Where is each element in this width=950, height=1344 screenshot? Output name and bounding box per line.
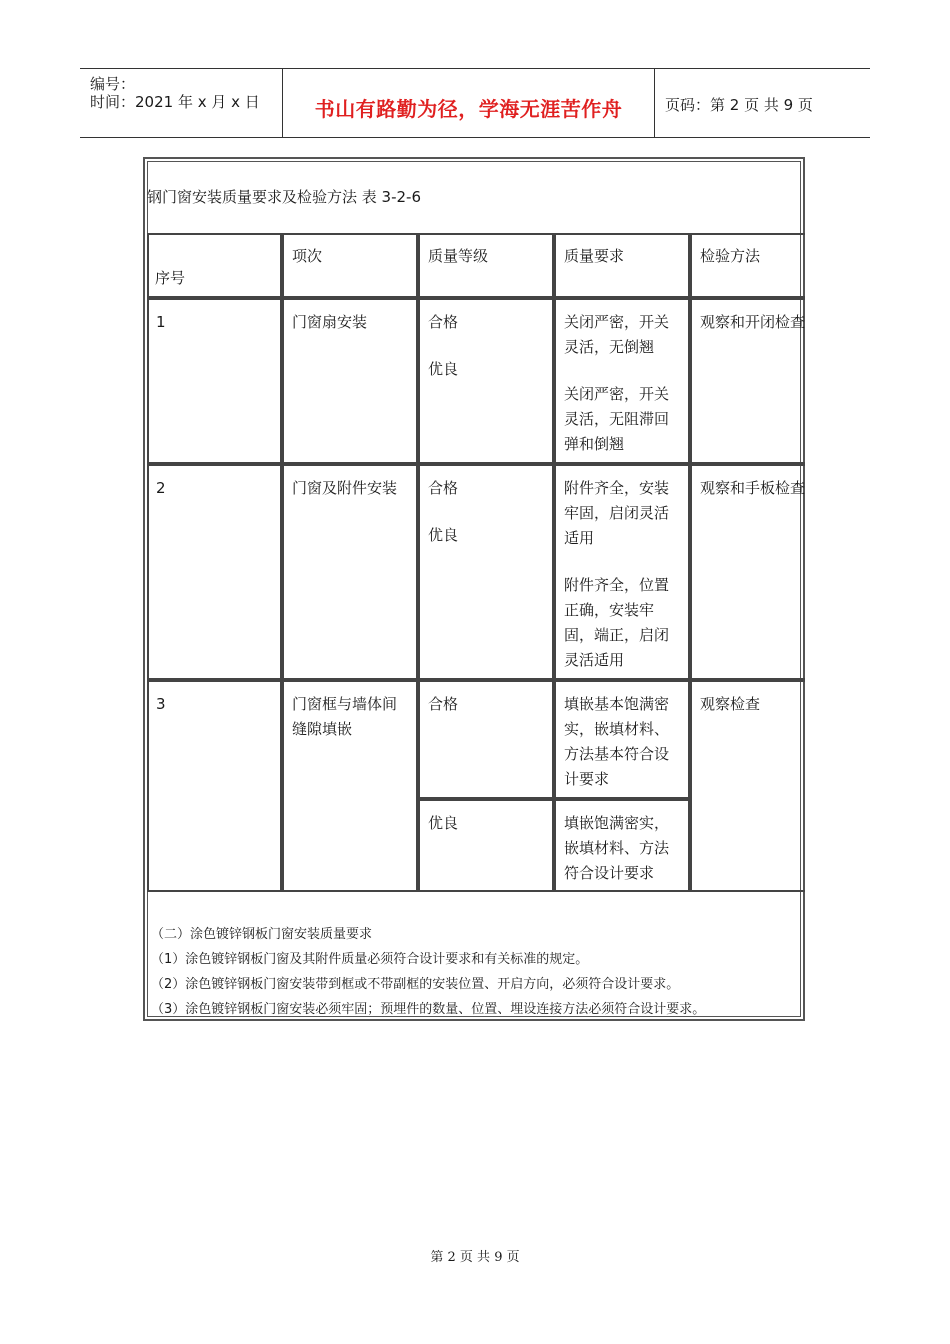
row-method-cell (690, 464, 805, 680)
header-grade: 质量等级 (428, 247, 489, 265)
req-pass-line: 附件齐全，安装 (564, 479, 670, 497)
req-pass-line: 牢固，启闭灵活 (564, 504, 670, 522)
notes-section (151, 922, 705, 1022)
note-item: （1）涂色镀锌钢板门窗及其附件质量必须符合设计要求和有关标准的规定。 (151, 952, 589, 967)
document-time-label: 时间：2021 年 x 月 x 日 (90, 93, 260, 111)
row-item-cell (282, 680, 418, 892)
page-header (80, 68, 870, 138)
note-item: （3）涂色镀锌钢板门窗安装必须牢固；预埋件的数量、位置、埋设连接方法必须符合设计要求。 (151, 1002, 706, 1017)
req-pass-line: 实，嵌填材料、 (564, 720, 670, 738)
page-footer: 第 2 页 共 9 页 (430, 1250, 520, 1265)
row-req-good-cell (554, 799, 690, 892)
row-seq: 1 (156, 313, 166, 331)
req-pass-line: 方法基本符合设 (564, 745, 670, 763)
document-number-label: 编号： (90, 75, 136, 93)
header-cell-item (282, 233, 418, 298)
req-good-line: 正确，安装牢 (564, 601, 655, 619)
req-good-line: 灵活适用 (564, 651, 625, 669)
row-method-cell (690, 298, 805, 464)
row-item-cell (282, 298, 418, 464)
note-heading: （二）涂色镀锌钢板门窗安装质量要求 (151, 927, 373, 942)
grade-pass: 合格 (428, 695, 459, 713)
row-seq: 3 (156, 695, 166, 713)
req-pass-line: 填嵌基本饱满密 (564, 695, 670, 713)
row-req-cell (554, 298, 690, 464)
table-title: 钢门窗安装质量要求及检验方法 表 3-2-6 (147, 188, 421, 206)
header-seq: 序号 (155, 269, 186, 287)
header-cell-method (690, 233, 805, 298)
req-pass-line: 计要求 (564, 770, 610, 788)
header-page-cell (655, 69, 870, 137)
grade-good: 优良 (428, 526, 459, 544)
req-pass-line: 适用 (564, 529, 595, 547)
req-good-line: 关闭严密，开关 (564, 385, 670, 403)
row-item: 缝隙填嵌 (292, 720, 353, 738)
row-method: 观察和手板检查 (700, 479, 806, 497)
row-req-cell (554, 464, 690, 680)
row-item: 门窗框与墙体间 (292, 695, 398, 713)
grade-good: 优良 (428, 360, 459, 378)
row-method: 观察和开闭检查 (700, 313, 806, 331)
header-info-cell (80, 69, 283, 137)
req-good-line: 附件齐全，位置 (564, 576, 670, 594)
row-grade-pass-cell (418, 680, 554, 799)
req-good-line: 灵活，无阻滞回 (564, 410, 670, 428)
req-good-line: 嵌填材料、方法 (564, 839, 670, 857)
table-row (147, 464, 282, 680)
req-pass-line: 关闭严密，开关 (564, 313, 670, 331)
note-item: （2）涂色镀锌钢板门窗安装带到框或不带副框的安装位置、开启方向，必须符合设计要求。 (151, 977, 680, 992)
row-req-pass-cell (554, 680, 690, 799)
header-page-info: 页码：第 2 页 共 9 页 (665, 96, 813, 114)
row-seq: 2 (156, 479, 166, 497)
req-good-line: 弹和倒翘 (564, 435, 625, 453)
row-item: 门窗及附件安装 (292, 479, 398, 497)
grade-pass: 合格 (428, 313, 459, 331)
req-good-line: 固，端正，启闭 (564, 626, 670, 644)
header-motto: 书山有路勤为径，学海无涯苦作舟 (314, 97, 623, 121)
row-grade-cell (418, 298, 554, 464)
table-row (147, 298, 282, 464)
req-good-line: 符合设计要求 (564, 864, 655, 882)
header-method: 检验方法 (700, 247, 761, 265)
row-method-cell (690, 680, 805, 892)
row-grade-good-cell (418, 799, 554, 892)
header-cell-req (554, 233, 690, 298)
row-method: 观察检查 (700, 695, 761, 713)
grade-pass: 合格 (428, 479, 459, 497)
req-good-line: 填嵌饱满密实， (564, 814, 670, 832)
table-row (147, 680, 282, 892)
row-item-cell (282, 464, 418, 680)
header-item: 项次 (292, 247, 323, 265)
row-item: 门窗扇安装 (292, 313, 368, 331)
header-motto-cell (283, 69, 655, 137)
header-cell-grade (418, 233, 554, 298)
header-cell-seq (147, 233, 282, 298)
header-req: 质量要求 (564, 247, 625, 265)
grade-good: 优良 (428, 814, 459, 832)
req-pass-line: 灵活，无倒翘 (564, 338, 655, 356)
row-grade-cell (418, 464, 554, 680)
